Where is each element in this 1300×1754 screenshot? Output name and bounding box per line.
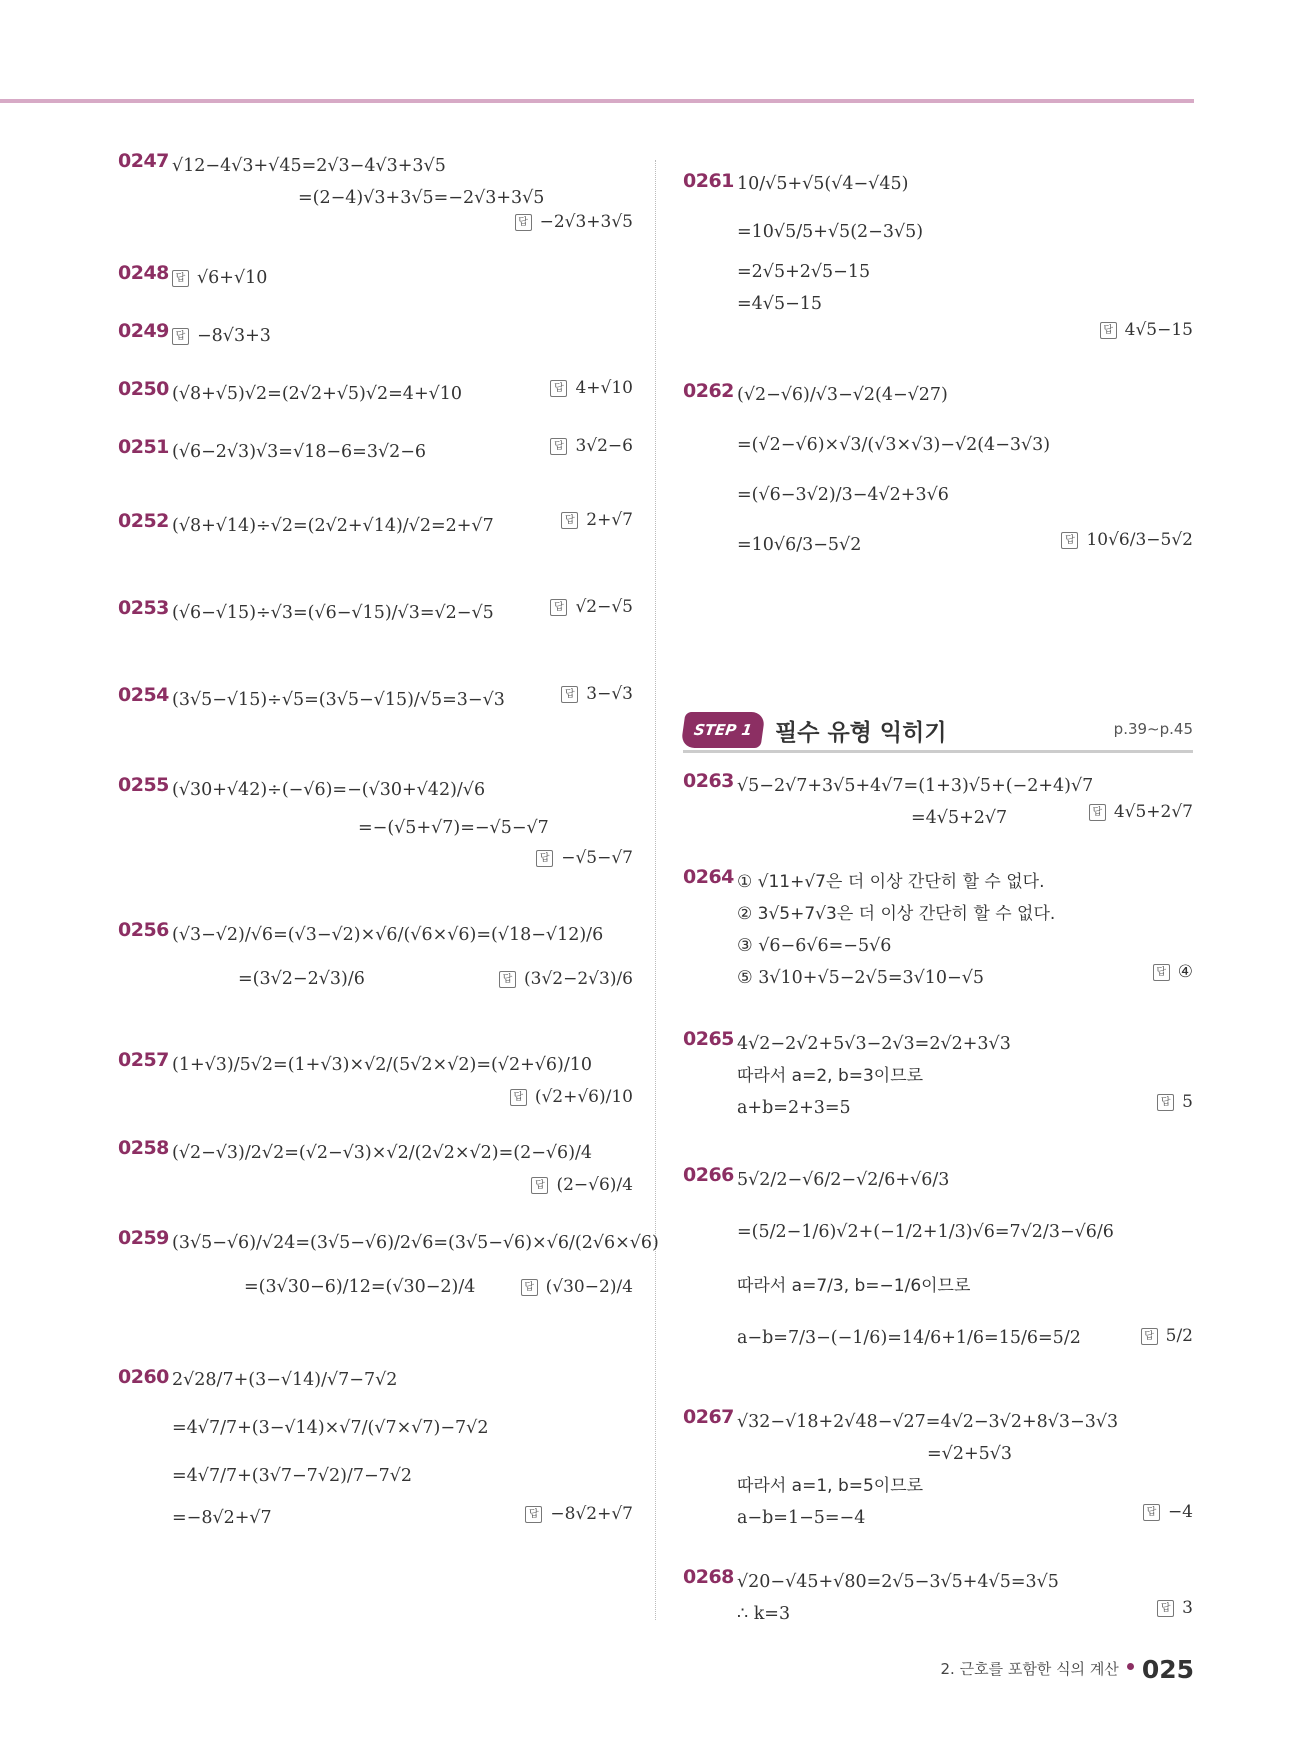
- solution-line: (√30+√42)÷(−√6)=−(√30+√42)/√6: [172, 780, 486, 800]
- solution-line: =10√6/3−5√2: [737, 535, 862, 555]
- problem-number: 0250: [118, 378, 169, 400]
- problem-number: 0267: [683, 1406, 734, 1428]
- solution-line: (1+√3)/5√2=(1+√3)×√2/(5√2×√2)=(√2+√6)/10: [172, 1055, 593, 1075]
- solution-line: =4√7/7+(3−√14)×√7/(√7×√7)−7√2: [172, 1418, 489, 1438]
- answer: [1153, 962, 1193, 982]
- answer-marker-icon: 답: [1100, 322, 1117, 339]
- answer: [521, 1277, 633, 1297]
- solution-line: 따라서 a=7/3, b=−1/6이므로: [737, 1276, 971, 1296]
- solution-line: (3√5−√15)÷√5=(3√5−√15)/√5=3−√3: [172, 690, 505, 710]
- answer-value: 10√6/3−5√2: [1086, 530, 1193, 550]
- answer-marker-icon: 답: [521, 1279, 538, 1296]
- problem-number: 0265: [683, 1028, 734, 1050]
- problem-0257: [118, 1043, 633, 1131]
- solution-line: (√2−√6)/√3−√2(4−√27): [737, 385, 948, 405]
- answer-value: (2−√6)/4: [556, 1175, 633, 1195]
- problem-0264: [683, 866, 1193, 1028]
- problem-0268: [683, 1566, 1193, 1636]
- answer-value: 3√2−6: [575, 436, 633, 456]
- solution-line: (√2−√3)/2√2=(√2−√3)×√2/(2√2×√2)=(2−√6)/4: [172, 1143, 593, 1163]
- solution-line: =−8√2+√7: [172, 1508, 272, 1528]
- answer-marker-icon: 답: [515, 214, 532, 231]
- problem-0256: [118, 913, 633, 1043]
- solution-line: √5−2√7+3√5+4√7=(1+3)√5+(−2+4)√7: [737, 776, 1094, 796]
- answer: [1143, 1502, 1193, 1522]
- problem-number: 0263: [683, 770, 734, 792]
- answer: [561, 684, 633, 704]
- answer-value: 5: [1182, 1092, 1193, 1112]
- solution-line: √32−√18+2√48−√27=4√2−3√2+8√3−3√3: [737, 1412, 1119, 1432]
- problem-0253: [118, 591, 633, 678]
- answer-marker-icon: 답: [1157, 1094, 1174, 1111]
- solution-line: ∴ k=3: [737, 1604, 791, 1624]
- answer-marker-icon: 답: [510, 1089, 527, 1106]
- step-title: 필수 유형 익히기: [775, 720, 947, 746]
- answer-value: −8√3+3: [197, 326, 271, 346]
- solution-line: ⑤ 3√10+√5−2√5=3√10−√5: [737, 968, 984, 988]
- problem-number: 0268: [683, 1566, 734, 1588]
- solution-line: =10√5/5+√5(2−3√5): [737, 222, 924, 242]
- problem-number: 0257: [118, 1049, 169, 1071]
- answer: [561, 510, 633, 530]
- solution-line: =4√7/7+(3√7−7√2)/7−7√2: [172, 1466, 413, 1486]
- answer: [550, 597, 633, 617]
- solution-line: (√3−√2)/√6=(√3−√2)×√6/(√6×√6)=(√18−√12)/6: [172, 925, 604, 945]
- top-rule: [0, 99, 1194, 103]
- solution-line: =(√6−3√2)/3−4√2+3√6: [737, 485, 949, 505]
- problem-0258: [118, 1131, 633, 1221]
- answer-value: √6+√10: [197, 268, 268, 288]
- step-underline: [683, 750, 1193, 753]
- problem-number: 0261: [683, 170, 734, 192]
- solution-line: √20−√45+√80=2√5−3√5+4√5=3√5: [737, 1572, 1059, 1592]
- solution-line: =(3√30−6)/12=(√30−2)/4: [244, 1277, 476, 1297]
- answer-marker-icon: 답: [1141, 1328, 1158, 1345]
- problem-0247: [118, 150, 633, 262]
- solution-line: 2√28/7+(3−√14)/√7−7√2: [172, 1370, 398, 1390]
- solution-line: =(3√2−2√3)/6: [238, 969, 365, 989]
- column-divider: [655, 160, 656, 1620]
- solution-line: (√8+√14)÷√2=(2√2+√14)/√2=2+√7: [172, 516, 494, 536]
- solution-line: a−b=1−5=−4: [737, 1508, 866, 1528]
- answer-marker-icon: 답: [1061, 532, 1078, 549]
- answer-marker-icon: 답: [525, 1506, 542, 1523]
- problem-0259: [118, 1221, 659, 1356]
- solution-line: 따라서 a=2, b=3이므로: [737, 1066, 924, 1086]
- problem-number: 0253: [118, 597, 169, 619]
- answer: [531, 1175, 633, 1195]
- solution-line: a−b=7/3−(−1/6)=14/6+1/6=15/6=5/2: [737, 1328, 1081, 1348]
- chapter-title: 2. 근호를 포함한 식의 계산: [940, 1660, 1119, 1678]
- answer: [1141, 1326, 1193, 1346]
- problem-number: 0262: [683, 380, 734, 402]
- answer-marker-icon: 답: [536, 850, 553, 867]
- left-column: [118, 150, 659, 1556]
- solution-line: 5√2/2−√6/2−√2/6+√6/3: [737, 1170, 950, 1190]
- right-column-top: [683, 160, 1193, 590]
- solution-line: ① √11+√7은 더 이상 간단히 할 수 없다.: [737, 872, 1045, 892]
- solution-line: √12−4√3+√45=2√3−4√3+3√5: [172, 156, 446, 176]
- problem-0255: [118, 768, 633, 913]
- problem-number: 0247: [118, 150, 169, 172]
- solution-line: (√6−2√3)√3=√18−6=3√2−6: [172, 442, 427, 462]
- answer-marker-icon: 답: [1089, 804, 1106, 821]
- problem-number: 0252: [118, 510, 169, 532]
- answer: [525, 1504, 633, 1524]
- answer-value: 5/2: [1165, 1326, 1193, 1346]
- problem-number: 0260: [118, 1366, 169, 1388]
- solution-line: =2√5+2√5−15: [737, 262, 871, 282]
- problem-number: 0258: [118, 1137, 169, 1159]
- answer-value: 2+√7: [586, 510, 633, 530]
- answer: [1089, 802, 1193, 822]
- answer: [1061, 530, 1193, 550]
- problem-number: 0266: [683, 1164, 734, 1186]
- problem-0251: [118, 436, 633, 504]
- solution-line: 4√2−2√2+5√3−2√3=2√2+3√3: [737, 1034, 1011, 1054]
- solution-line: 따라서 a=1, b=5이므로: [737, 1476, 924, 1496]
- problem-0261: [683, 160, 1193, 370]
- problem-0254: [118, 678, 633, 768]
- problem-0249: [118, 320, 633, 378]
- solution-line: =(5/2−1/6)√2+(−1/2+1/3)√6=7√2/3−√6/6: [737, 1222, 1114, 1242]
- answer-value: −2√3+3√5: [539, 212, 633, 232]
- solution-line: =−(√5+√7)=−√5−√7: [358, 818, 549, 838]
- solution-line: =(2−4)√3+3√5=−2√3+3√5: [298, 188, 545, 208]
- answer-value: −4: [1167, 1502, 1193, 1522]
- answer-marker-icon: 답: [561, 512, 578, 529]
- answer-marker-icon: 답: [550, 380, 567, 397]
- page-footer: [941, 1655, 1194, 1684]
- problem-0267: [683, 1406, 1193, 1566]
- answer-marker-icon: 답: [531, 1177, 548, 1194]
- solution-line: a+b=2+3=5: [737, 1098, 851, 1118]
- answer-marker-icon: 답: [172, 270, 189, 287]
- problem-number: 0254: [118, 684, 169, 706]
- problem-0263: [683, 770, 1193, 866]
- solution-line: 10/√5+√5(√4−√45): [737, 174, 909, 194]
- answer-marker-icon: 답: [550, 438, 567, 455]
- solution-line: ② 3√5+7√3은 더 이상 간단히 할 수 없다.: [737, 904, 1056, 924]
- answer-value: −√5−√7: [561, 848, 633, 868]
- answer: [1157, 1598, 1193, 1618]
- page-number: 025: [1141, 1655, 1194, 1684]
- answer: [510, 1087, 633, 1107]
- step-badge: STEP 1: [680, 712, 765, 748]
- solution-line: =4√5+2√7: [911, 808, 1008, 828]
- answer-value: (√30−2)/4: [545, 1277, 633, 1297]
- solution-line: (√8+√5)√2=(2√2+√5)√2=4+√10: [172, 384, 463, 404]
- bullet-icon: [1127, 1663, 1134, 1670]
- step-header: [683, 706, 1193, 756]
- step-pages: p.39∼p.45: [1113, 720, 1193, 738]
- answer-marker-icon: 답: [561, 686, 578, 703]
- answer-marker-icon: 답: [499, 971, 516, 988]
- answer-value: ④: [1177, 962, 1193, 982]
- answer: [536, 848, 633, 868]
- answer-value: −8√2+√7: [550, 1504, 633, 1524]
- answer-marker-icon: 답: [1143, 1504, 1160, 1521]
- solution-line: ③ √6−6√6=−5√6: [737, 936, 892, 956]
- answer-value: 4√5+2√7: [1113, 802, 1193, 822]
- problem-0266: [683, 1156, 1193, 1406]
- problem-number: 0264: [683, 866, 734, 888]
- problem-number: 0249: [118, 320, 169, 342]
- problem-0265: [683, 1028, 1193, 1156]
- answer: [550, 436, 633, 456]
- answer-value: (√2+√6)/10: [534, 1087, 633, 1107]
- solution-line: =4√5−15: [737, 294, 823, 314]
- problem-0262: [683, 370, 1193, 590]
- solution-line: (√6−√15)÷√3=(√6−√15)/√3=√2−√5: [172, 603, 494, 623]
- answer-marker-icon: 답: [1157, 1600, 1174, 1617]
- answer-marker-icon: 답: [172, 328, 189, 345]
- problem-0248: [118, 262, 633, 320]
- answer: [499, 969, 633, 989]
- answer-value: (3√2−2√3)/6: [524, 969, 633, 989]
- problem-0252: [118, 504, 633, 591]
- answer: [515, 212, 633, 232]
- solution-line: =√2+5√3: [927, 1444, 1013, 1464]
- problem-0260: [118, 1356, 633, 1556]
- answer-value: 4+√10: [575, 378, 633, 398]
- answer-value: 3−√3: [586, 684, 633, 704]
- problem-number: 0255: [118, 774, 169, 796]
- answer: [1157, 1092, 1193, 1112]
- answer-marker-icon: 답: [1153, 964, 1170, 981]
- problem-number: 0256: [118, 919, 169, 941]
- answer: [550, 378, 633, 398]
- problem-number: 0251: [118, 436, 169, 458]
- problem-0250: [118, 378, 633, 436]
- answer-marker-icon: 답: [550, 599, 567, 616]
- solution-line: =(√2−√6)×√3/(√3×√3)−√2(4−3√3): [737, 435, 1051, 455]
- answer-value: √2−√5: [575, 597, 633, 617]
- answer: [1100, 320, 1193, 340]
- answer-value: 3: [1182, 1598, 1193, 1618]
- problem-number: 0259: [118, 1227, 169, 1249]
- answer-value: 4√5−15: [1124, 320, 1193, 340]
- right-column-bottom: [683, 770, 1193, 1636]
- problem-number: 0248: [118, 262, 169, 284]
- solution-line: (3√5−√6)/√24=(3√5−√6)/2√6=(3√5−√6)×√6/(2√6×√6): [172, 1233, 659, 1253]
